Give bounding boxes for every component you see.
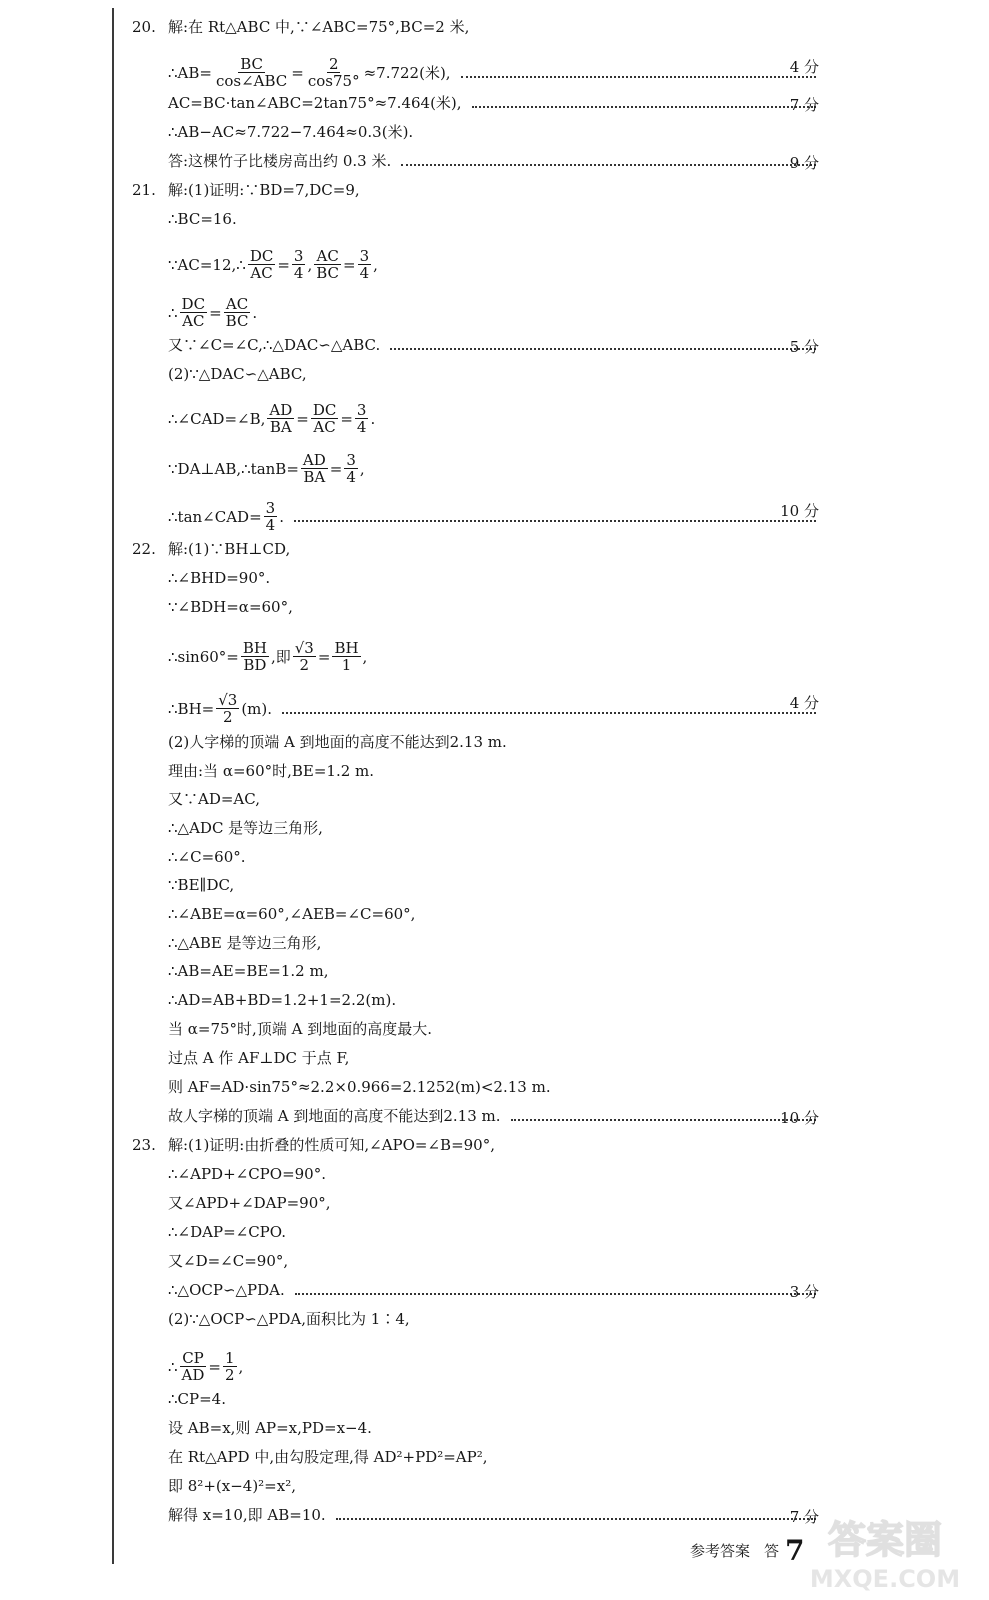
q22-line-9: ∴△ADC 是等边三角形,: [168, 819, 323, 837]
fraction: $\frac{3}{4}$: [346, 451, 356, 486]
q20-line-4: ∴AB−AC≈7.722−7.464≈0.3(米).: [168, 123, 414, 141]
fraction: $\frac{AC}{BC}$: [225, 295, 249, 330]
q22-number: 22.: [132, 540, 156, 558]
score-label: 5 分: [789, 338, 819, 356]
leader-dots: [511, 1119, 816, 1121]
watermark-logo: [790, 1505, 980, 1595]
q21-line-1: 21. 解:(1)证明:∵BD=7,DC=9,: [132, 181, 360, 199]
fraction: $\frac{AC}{BC}$: [316, 247, 340, 282]
q22-line-19: 故人字梯的顶端 A 到地面的高度不能达到2.13 m.: [168, 1107, 824, 1125]
q21-number: 21.: [132, 181, 156, 199]
fraction: $\frac{3}{4}$: [359, 247, 370, 282]
score-label: 9 分: [789, 154, 819, 172]
fraction: $\frac{√3}{2}$: [294, 639, 314, 674]
fraction: $\frac{3}{4}$: [265, 499, 276, 534]
q22-line-10: ∴∠C=60°.: [168, 848, 246, 866]
q23-line-7: (2)∵△OCP∽△PDA,面积比为 1∶4,: [168, 1310, 410, 1328]
q23-line-6: ∴△OCP∽△PDA.: [168, 1281, 824, 1299]
fraction: $\frac{BH}{1}$: [334, 639, 359, 674]
q22-line-2: ∴∠BHD=90°.: [168, 569, 271, 587]
q20-number: 20.: [132, 18, 156, 36]
q22-line-8: 又∵AD=AC,: [168, 790, 260, 808]
q21-line-4: ∴ $\frac{DC}{AC}$ = $\frac{AC}{BC}$ .: [168, 295, 258, 330]
fraction: $\frac{√3}{2}$: [218, 691, 238, 726]
q23-line-10: 设 AB=x,则 AP=x,PD=x−4.: [168, 1419, 372, 1437]
q22-line-4: ∴sin60°= $\frac{BH}{BD}$ ,即 $\frac{√3}{2}$ = $\frac{BH}{1}$ ,: [168, 639, 368, 674]
leader-dots: [336, 1518, 816, 1520]
q21-line-2: ∴BC=16.: [168, 210, 237, 228]
q23-line-4: ∴∠DAP=∠CPO.: [168, 1223, 286, 1241]
q20-line-3: AC=BC·tan∠ABC=2tan75°≈7.464(米),: [168, 94, 824, 112]
q21-line-8: ∵DA⊥AB,∴tanB= $\frac{AD}{BA}$ = $\frac{3}{4}$ ,: [168, 451, 365, 486]
leader-dots: [461, 76, 816, 78]
score-label: 3 分: [789, 1283, 819, 1301]
fraction: $\frac{DC}{AC}$: [181, 295, 206, 330]
q22-line-15: ∴AD=AB+BD=1.2+1=2.2(m).: [168, 991, 397, 1009]
fraction: $\frac{2}{\cos 75^\circ}$: [307, 55, 360, 90]
score-label: 4 分: [789, 694, 819, 712]
q23-line-12: 即 8²+(x−4)²=x²,: [168, 1477, 296, 1495]
leader-dots: [295, 1293, 816, 1295]
page-footer: [690, 1534, 805, 1567]
q21-line-6: (2)∵△DAC∽△ABC,: [168, 365, 307, 383]
q23-line-13: 解得 x=10,即 AB=10.: [168, 1506, 824, 1524]
leader-dots: [390, 348, 816, 350]
fraction: $\frac{DC}{AC}$: [249, 247, 274, 282]
q23-number: 23.: [132, 1136, 156, 1154]
q22-line-12: ∴∠ABE=α=60°,∠AEB=∠C=60°,: [168, 905, 416, 923]
q23-line-1: 23. 解:(1)证明:由折叠的性质可知,∠APO=∠B=90°,: [132, 1136, 495, 1154]
fraction: $\frac{BH}{BD}$: [242, 639, 267, 674]
q22-line-5: ∴BH= $\frac{√3}{2}$ (m).: [168, 692, 824, 725]
page-number: 7: [785, 1534, 805, 1567]
q20-line-1: 20. 解:在 Rt△ABC 中,∵∠ABC=75°,BC=2 米,: [132, 18, 470, 36]
q23-line-8: ∴ $\frac{CP}{AD}$ = $\frac{1}{2}$ ,: [168, 1349, 244, 1384]
fraction: $\frac{3}{4}$: [293, 247, 304, 282]
fraction: $\frac{CP}{AD}$: [181, 1349, 205, 1384]
q23-line-9: ∴CP=4.: [168, 1390, 226, 1408]
leader-dots: [294, 520, 816, 522]
q20-line-2: ∴AB= $\frac{BC}{\text{cos∠ABC}}$ = $\frac{2}{\cos 75^\circ}$ ≈7.722(米),: [168, 56, 824, 89]
leader-dots: [401, 164, 816, 166]
fraction: $\frac{BC}{\text{cos∠ABC}}$: [215, 55, 288, 90]
fraction: $\frac{3}{4}$: [356, 401, 367, 436]
q22-line-6: (2)人字梯的顶端 A 到地面的高度不能达到2.13 m.: [168, 733, 507, 751]
score-label: 10 分: [780, 1109, 819, 1127]
leader-dots: [472, 106, 816, 108]
q23-line-3: 又∠APD+∠DAP=90°,: [168, 1194, 331, 1212]
score-label: 10 分: [780, 502, 819, 520]
score-label: 7 分: [789, 96, 819, 114]
q22-line-18: 则 AF=AD·sin75°≈2.2×0.966=2.1252(m)<2.13 m.: [168, 1078, 551, 1096]
q21-line-9: ∴tan∠CAD= $\frac{3}{4}$ .: [168, 500, 824, 533]
q20-line-5: 答:这棵竹子比楼房高出约 0.3 米.: [168, 152, 824, 170]
q22-line-17: 过点 A 作 AF⊥DC 于点 F,: [168, 1049, 350, 1067]
q22-line-16: 当 α=75°时,顶端 A 到地面的高度最大.: [168, 1020, 432, 1038]
fraction: $\frac{1}{2}$: [224, 1349, 235, 1384]
footer-prefix: 答: [764, 1542, 780, 1560]
fraction: $\frac{AD}{BA}$: [269, 401, 293, 436]
watermark-bottom-text: MXQE.COM: [809, 1565, 961, 1593]
q22-line-13: ∴△ABE 是等边三角形,: [168, 934, 322, 952]
q23-line-11: 在 Rt△APD 中,由勾股定理,得 AD²+PD²=AP²,: [168, 1448, 488, 1466]
q22-line-3: ∵∠BDH=α=60°,: [168, 598, 293, 616]
fraction: $\frac{AD}{BA}$: [302, 451, 326, 486]
fraction: $\frac{DC}{AC}$: [312, 401, 337, 436]
q21-line-7: ∴∠CAD=∠B, $\frac{AD}{BA}$ = $\frac{DC}{AC}$ = $\frac{3}{4}$ .: [168, 401, 376, 436]
score-label: 7 分: [789, 1508, 819, 1526]
watermark-top-text: 答案圈: [827, 1518, 943, 1562]
q22-line-1: 22. 解:(1)∵BH⊥CD,: [132, 540, 291, 558]
score-label: 4 分: [789, 58, 819, 76]
q22-line-11: ∵BE∥DC,: [168, 876, 235, 894]
q21-line-5: 又∵∠C=∠C,∴△DAC∽△ABC.: [168, 336, 824, 354]
footer-label: 参考答案: [690, 1542, 751, 1560]
q22-line-7: 理由:当 α=60°时,BE=1.2 m.: [168, 762, 375, 780]
leader-dots: [282, 712, 816, 714]
q22-line-14: ∴AB=AE=BE=1.2 m,: [168, 962, 329, 980]
q23-line-5: 又∠D=∠C=90°,: [168, 1252, 289, 1270]
q21-line-3: ∵AC=12,∴ $\frac{DC}{AC}$ = $\frac{3}{4}$ , $\frac{AC}{BC}$ = $\frac{3}{4}$ ,: [168, 247, 378, 282]
q23-line-2: ∴∠APD+∠CPO=90°.: [168, 1165, 326, 1183]
